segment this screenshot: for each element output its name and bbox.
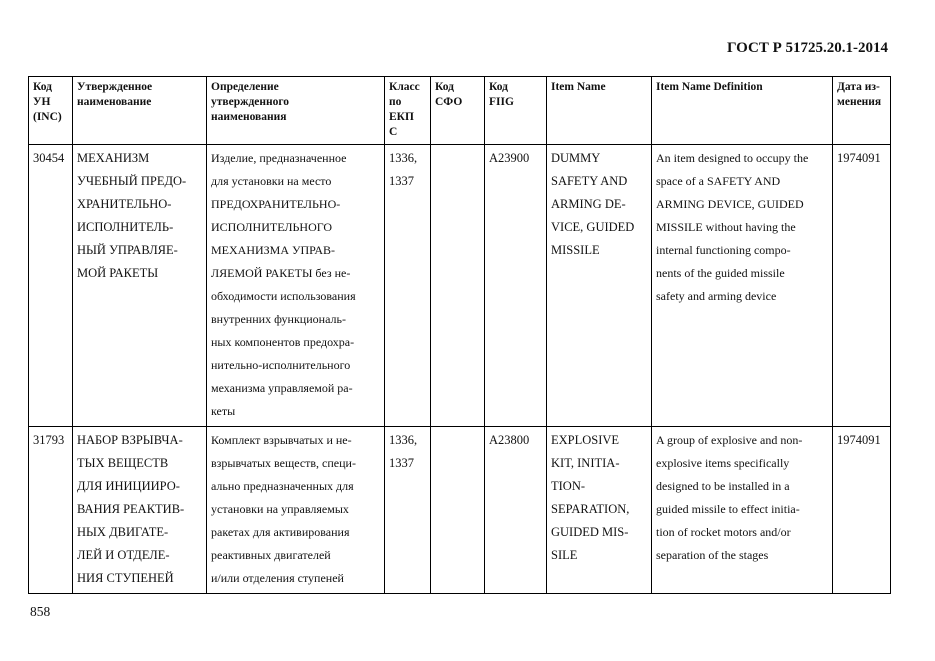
col-sfo-header — [431, 77, 485, 145]
cell-line: ИСПОЛНИТЕЛЬ- — [77, 220, 174, 234]
cell-line: ИСПОЛНИТЕЛЬНОГО — [211, 220, 333, 234]
cell-line: ЛЕЙ И ОТДЕЛЕ- — [77, 548, 170, 562]
header-line: УН — [33, 96, 51, 108]
cell-line: для установки на место — [211, 174, 332, 188]
header-line: Item Name — [551, 81, 606, 93]
cell-line: НИЯ СТУПЕНЕЙ — [77, 571, 174, 585]
cell-line: Комплект взрывчатых и не- — [211, 433, 352, 447]
header-line: С — [389, 126, 398, 138]
cell-line: НЫЙ УПРАВЛЯЕ- — [77, 243, 178, 257]
cell-line: SILE — [551, 548, 578, 562]
cell-line: НЫХ ДВИГАТЕ- — [77, 525, 169, 539]
table-row — [29, 145, 891, 427]
class-cell — [385, 145, 431, 427]
table-body — [29, 145, 891, 594]
header-line: Утвержденное — [77, 81, 153, 93]
catalog-table — [28, 76, 891, 594]
cell-line: ВАНИЯ РЕАКТИВ- — [77, 502, 185, 516]
cell-line: VICE, GUIDED — [551, 220, 635, 234]
cell-line: ARMING DE- — [551, 197, 626, 211]
cell-line: designed to be installed in a — [656, 479, 790, 493]
header-line: Код — [435, 81, 455, 93]
cell-line: safety and arming device — [656, 289, 777, 303]
fiig-cell: A23900 — [485, 145, 547, 427]
header-line: Код — [33, 81, 53, 93]
cell-line: KIT, INITIA- — [551, 456, 620, 470]
header-line: наименование — [77, 96, 152, 108]
class-cell — [385, 427, 431, 594]
sfo-cell — [431, 145, 485, 427]
cell-line: tion of rocket motors and/or — [656, 525, 791, 539]
cell-line: ных компонентов предохра- — [211, 335, 355, 349]
item-definition-cell — [652, 427, 833, 594]
header-line: Item Name Definition — [656, 81, 763, 93]
document-id: ГОСТ Р 51725.20.1-2014 — [726, 40, 888, 56]
cell-line: GUIDED MIS- — [551, 525, 629, 539]
cell-line: 1336, — [389, 151, 418, 165]
header-line: по — [389, 96, 402, 108]
header-line: FIIG — [489, 96, 514, 108]
item-name-cell — [547, 145, 652, 427]
cell-line: ДЛЯ ИНИЦИИРО- — [77, 479, 180, 493]
fiig-cell: A23800 — [485, 427, 547, 594]
cell-line: 1337 — [389, 456, 414, 470]
cell-line: нительно-исполнительного — [211, 358, 351, 372]
cell-line: guided missile to effect initia- — [656, 502, 800, 516]
header-line: Определение — [211, 81, 279, 93]
col-definition-header — [207, 77, 385, 145]
header-line: менения — [837, 96, 882, 108]
inc-cell: 31793 — [29, 427, 73, 594]
cell-line: SAFETY AND — [551, 174, 628, 188]
cell-line: внутренних функциональ- — [211, 312, 346, 326]
definition-cell — [207, 145, 385, 427]
cell-line: обходимости использования — [211, 289, 356, 303]
cell-line: ТЫХ ВЕЩЕСТВ — [77, 456, 169, 470]
cell-line: механизма управляемой ра- — [211, 381, 353, 395]
cell-line: НАБОР ВЗРЫВЧА- — [77, 433, 183, 447]
header-line: наименования — [211, 111, 287, 123]
cell-line: кеты — [211, 404, 236, 418]
cell-line: МЕХАНИЗМ — [77, 151, 150, 165]
cell-line: Изделие, предназначенное — [211, 151, 347, 165]
name-cell — [73, 427, 207, 594]
col-approved-name-header — [73, 77, 207, 145]
cell-line: УЧЕБНЫЙ ПРЕДО- — [77, 174, 187, 188]
col-item-name-header — [547, 77, 652, 145]
cell-line: TION- — [551, 479, 586, 493]
cell-line: DUMMY — [551, 151, 601, 165]
definition-cell — [207, 427, 385, 594]
cell-line: explosive items specifically — [656, 456, 790, 470]
date-cell: 1974091 — [833, 427, 891, 594]
inc-cell: 30454 — [29, 145, 73, 427]
cell-line: An item designed to occupy the — [656, 151, 809, 165]
cell-line: MISSILE without having the — [656, 220, 796, 234]
date-cell: 1974091 — [833, 145, 891, 427]
cell-line: ЛЯЕМОЙ РАКЕТЫ без не- — [211, 266, 351, 280]
name-cell — [73, 145, 207, 427]
cell-line: установки на управляемых — [211, 502, 349, 516]
cell-line: EXPLOSIVE — [551, 433, 620, 447]
item-name-cell — [547, 427, 652, 594]
cell-line: A group of explosive and non- — [656, 433, 803, 447]
header-row — [29, 77, 891, 145]
item-definition-cell — [652, 145, 833, 427]
sfo-cell — [431, 427, 485, 594]
cell-line: ракетах для активирования — [211, 525, 350, 539]
cell-line: internal functioning compo- — [656, 243, 791, 257]
col-inc-header — [29, 77, 73, 145]
table-row — [29, 427, 891, 594]
cell-line: МЕХАНИЗМА УПРАВ- — [211, 243, 335, 257]
cell-line: nents of the guided missile — [656, 266, 785, 280]
col-class-header — [385, 77, 431, 145]
header-line: утвержденного — [211, 96, 290, 108]
cell-line: и/или отделения ступеней — [211, 571, 344, 585]
col-fiig-header — [485, 77, 547, 145]
cell-line: MISSILE — [551, 243, 600, 257]
cell-line: ARMING DEVICE, GUIDED — [656, 197, 804, 211]
cell-line: space of a SAFETY AND — [656, 174, 781, 188]
header-line: Код — [489, 81, 509, 93]
header-line: Класс — [389, 81, 420, 93]
cell-line: separation of the stages — [656, 548, 769, 562]
page-number: 858 — [30, 604, 51, 619]
header-line: Дата из- — [837, 81, 880, 93]
header-line: (INC) — [33, 111, 62, 123]
col-item-definition-header — [652, 77, 833, 145]
cell-line: ПРЕДОХРАНИТЕЛЬНО- — [211, 197, 341, 211]
cell-line: МОЙ РАКЕТЫ — [77, 266, 159, 280]
header-line: СФО — [435, 96, 463, 108]
cell-line: SEPARATION, — [551, 502, 630, 516]
cell-line: взрывчатых веществ, специ- — [211, 456, 356, 470]
cell-line: реактивных двигателей — [211, 548, 331, 562]
cell-line: ХРАНИТЕЛЬНО- — [77, 197, 172, 211]
col-date-header — [833, 77, 891, 145]
cell-line: ально предназначенных для — [211, 479, 354, 493]
header-line: ЕКП — [389, 111, 414, 123]
cell-line: 1337 — [389, 174, 414, 188]
cell-line: 1336, — [389, 433, 418, 447]
